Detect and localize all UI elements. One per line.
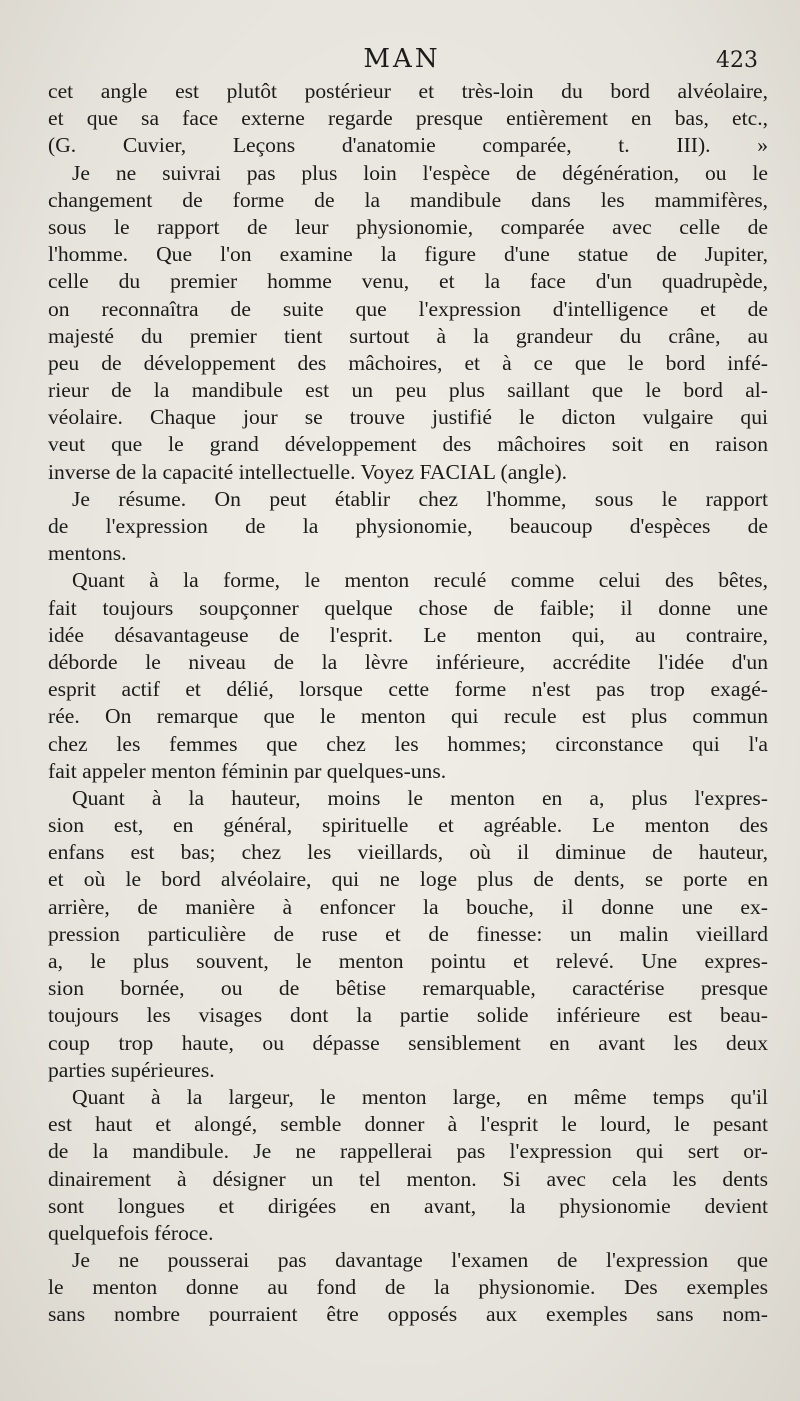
text-line: sion bornée, ou de bêtise remarquable, caractérise presque: [48, 976, 768, 1001]
text-line: fait toujours soupçonner quelque chose de faible; il donne une: [48, 595, 768, 620]
text-line: inverse de la capacité intellectuelle. Voyez FACIAL (angle).: [48, 459, 568, 484]
text-line: veut que le grand développement des mâchoires soit en raison: [48, 432, 768, 457]
text-line: et où le bord alvéolaire, qui ne loge plus de dents, se porte en: [48, 867, 768, 892]
text-line: mentons.: [48, 541, 127, 566]
text-line: quelquefois féroce.: [48, 1220, 214, 1245]
text-line: cet angle est plutôt postérieur et très-loin du bord alvéolaire,: [48, 79, 768, 103]
text-line: changement de forme de la mandibule dans les mammifères,: [48, 187, 768, 212]
page-number: 423: [716, 48, 758, 73]
text-line: enfans est bas; chez les vieillards, où il diminue de hauteur,: [48, 840, 768, 865]
text-line: coup trop haute, ou dépasse sensiblement en avant les deux: [48, 1030, 768, 1055]
text-line: idée désavantageuse de l'esprit. Le menton qui, au contraire,: [48, 622, 768, 647]
text-line: sion est, en général, spirituelle et agréable. Le menton des: [48, 813, 768, 838]
text-line: est haut et alongé, semble donner à l'esprit le lourd, le pesant: [48, 1112, 768, 1137]
text-line: sans nombre pourraient être opposés aux exemples sans nom-: [48, 1302, 768, 1327]
text-line: sous le rapport de leur physionomie, comparée avec celle de: [48, 214, 768, 239]
text-line: Je résume. On peut établir chez l'homme, sous le rapport: [72, 486, 768, 511]
text-line: de la mandibule. Je ne rappellerai pas l'expression qui sert or-: [48, 1139, 768, 1164]
text-line: esprit actif et délié, lorsque cette forme n'est pas trop exagé-: [48, 677, 768, 702]
text-line: celle du premier homme venu, et la face d'un quadrupède,: [48, 269, 768, 294]
text-line: on reconnaîtra de suite que l'expression d'intelligence et de: [48, 296, 768, 321]
text-line: (G. Cuvier, Leçons d'anatomie comparée, t. III). »: [48, 133, 768, 158]
text-line: majesté du premier tient surtout à la grandeur du crâne, au: [48, 323, 768, 348]
text-line: chez les femmes que chez les hommes; circonstance qui l'a: [48, 731, 768, 756]
text-line: toujours les visages dont la partie solide inférieure est beau-: [48, 1003, 768, 1028]
text-line: déborde le niveau de la lèvre inférieure, accrédite l'idée d'un: [48, 649, 768, 674]
text-line: peu de développement des mâchoires, et à ce que le bord infé-: [48, 350, 768, 375]
text-line: véolaire. Chaque jour se trouve justifié le dicton vulgaire qui: [48, 405, 768, 430]
text-line: Je ne suivrai pas plus loin l'espèce de dégénération, ou le: [72, 160, 768, 185]
text-line: le menton donne au fond de la physionomie. Des exemples: [48, 1275, 768, 1300]
text-line: de l'expression de la physionomie, beaucoup d'espèces de: [48, 514, 768, 538]
text-line: arrière, de manière à enfoncer la bouche, il donne une ex-: [48, 894, 768, 919]
text-line: dinairement à désigner un tel menton. Si avec cela les dents: [48, 1166, 768, 1191]
text-line: rée. On remarque que le menton qui recule est plus commun: [48, 704, 768, 729]
text-line: pression particulière de ruse et de finesse: un malin vieillard: [48, 921, 768, 946]
text-line: Je ne pousserai pas davantage l'examen de l'expression que: [72, 1248, 768, 1273]
body-text: [48, 78, 768, 1329]
text-line: Quant à la largeur, le menton large, en même temps qu'il: [72, 1084, 768, 1109]
running-head-title: MAN: [363, 44, 441, 74]
text-line: sont longues et dirigées en avant, la physionomie devient: [48, 1193, 768, 1218]
text-line: fait appeler menton féminin par quelques-uns.: [48, 758, 447, 783]
text-line: Quant à la hauteur, moins le menton en a, plus l'expres-: [72, 785, 768, 810]
text-line: et que sa face externe regarde presque entièrement en bas, etc.,: [48, 106, 768, 131]
text-line: l'homme. Que l'on examine la figure d'une statue de Jupiter,: [48, 242, 768, 267]
text-line: a, le plus souvent, le menton pointu et relevé. Une expres-: [48, 949, 768, 973]
text-line: rieur de la mandibule est un peu plus saillant que le bord al-: [48, 378, 768, 403]
running-head: [46, 44, 758, 78]
text-line: parties supérieures.: [48, 1057, 215, 1082]
text-line: Quant à la forme, le menton reculé comme celui des bêtes,: [72, 568, 768, 593]
